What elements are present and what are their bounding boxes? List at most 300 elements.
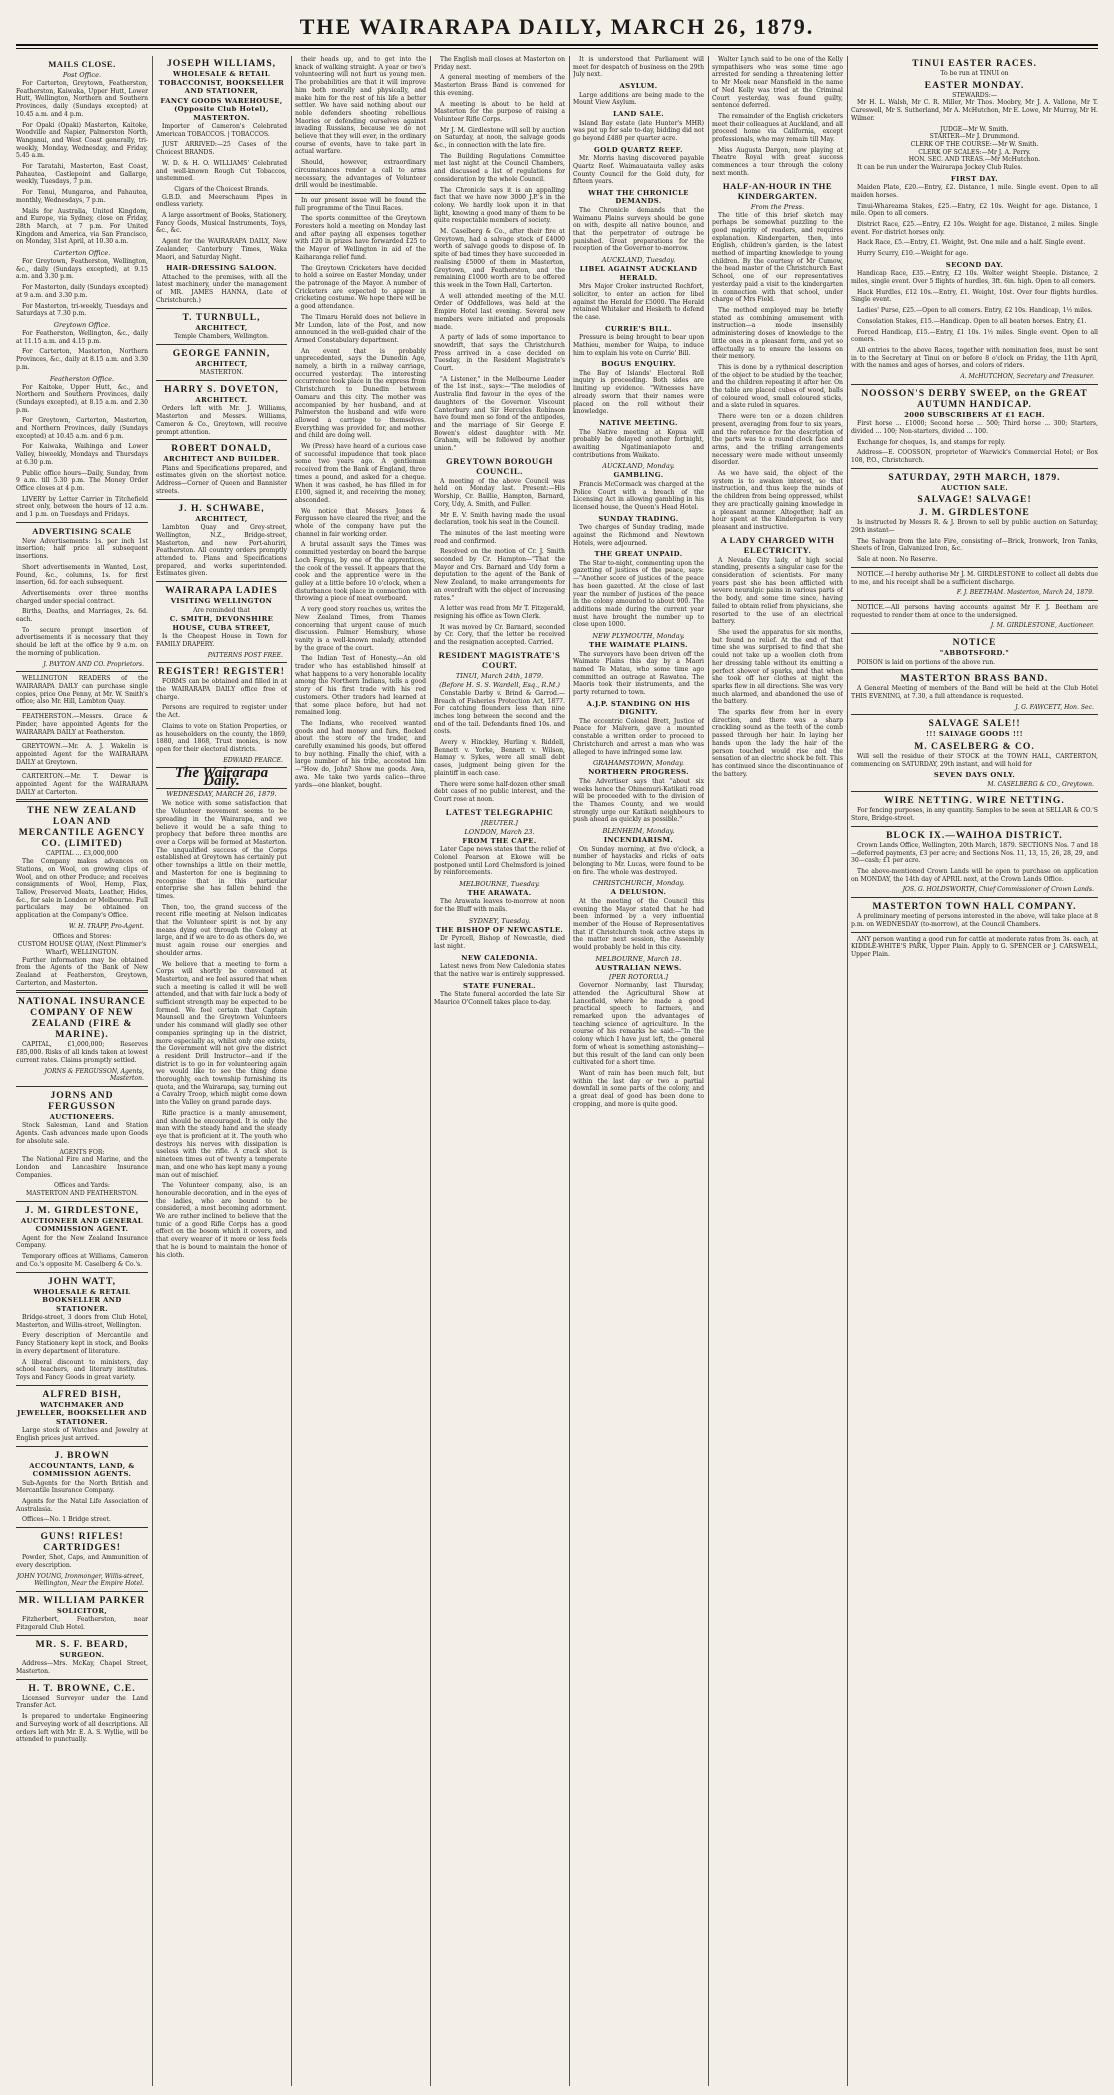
paragraph: M. Caselberg & Co., after their fire at Greytown, had a salvage stock of £4000 worth of salvage goods to dispose of. In spite of bad times they have succeeded in realising £5000 of them in Masterton, Greytown, and Featherston, and the remaining £1000 worth are to be offered this week in the Town Hall, Carterton. xyxy=(434,228,565,289)
centered-line: CLERK OF SCALES:—Mr J. A. Perry. xyxy=(918,148,1031,156)
paragraph: Bridge-street, 3 doors from Club Hotel, Masterton, and Willis-street, Wellington. xyxy=(16,1314,148,1329)
centered-line: AGENTS FOR: xyxy=(59,1148,105,1156)
paragraph: Plans and Specifications prepared, and estimates given on the shortest notice. Address—Corner of Queen and Bannister streets. xyxy=(156,464,287,495)
advert-title: J. M. GIRDLESTONE, xyxy=(24,1204,140,1216)
centered-line: To be run at TINUI on xyxy=(940,70,1009,77)
divider xyxy=(851,468,1098,469)
divider xyxy=(851,567,1098,568)
subheading: [PER ROTORUA.] xyxy=(609,973,668,982)
paragraph: Mr. Morris having discovered payable Quartz Reef. Waimauatauta valley asks County Council for the Gold duty, for fifteen years. xyxy=(573,155,704,186)
advert-title: J. M. GIRDLESTONE xyxy=(919,507,1030,519)
paragraph: Fitzherbert, Featherston, near Fitzgerald Club Hotel. xyxy=(16,1616,148,1632)
column-7 xyxy=(851,56,1098,2086)
caps-line: THE WAIMATE PLAINS. xyxy=(589,641,688,650)
paragraph: The sports committee of the Greytown Foresters hold a meeting on Monday last and after paying all expenses together with £20 in prizes have forwarded £25 to the Mayor of Wellington in aid of the Kaiharanga relief fund. xyxy=(295,215,426,261)
paragraph: Mails for Australia, United Kingdom, and Europe, via Sydney, close on Friday, 28th March, at 7 p.m. For United Kingdom and America, via San Francisco, on Monday, 31st April, at 10.30 a.m. xyxy=(16,207,148,246)
paragraph: Consolation Stakes, £15.—Handicap. Open to all beaten horses. Entry, £1. xyxy=(857,317,1087,325)
advert-title: H. T. BROWNE, C.E. xyxy=(28,1682,136,1694)
paragraph: ANY person wanting a good run for cattle at moderate rates from 3s. each, at KIDDLE-WHITE'S PARK, Upper Plain. Apply to G. SPENCER or J. CARSWELL, Upper Plain. xyxy=(851,935,1098,958)
advert-title: NATIONAL INSURANCE COMPANY OF NEW ZEALAND (FIRE & MARINE). xyxy=(18,996,146,1041)
paragraph: A well attended meeting of the M.U. Order of Oddfellows, was held at the Empire Hotel last evening. Several new members were initiated and proposals made. xyxy=(434,292,565,331)
paragraph: Powder, Shot, Caps, and Ammunition of every description. xyxy=(16,1554,148,1569)
divider xyxy=(851,714,1098,715)
caps-line: BOGUS ENQUIRY. xyxy=(601,360,676,369)
paragraph: A preliminary meeting of persons interested in the above, will take place at 8 p.m. on WEDNESDAY (to-morrow), at the Council Chambers. xyxy=(851,913,1098,928)
advert-title: MASTERTON BRASS BAND. xyxy=(900,673,1049,685)
paragraph: Is the Cheapest House in Town for FAMILY DRAPERY. xyxy=(156,633,287,648)
paragraph: District Race, £25.—Entry, £2 10s. Weight for age. Distance, 2 miles. Single event. For district horses only. xyxy=(851,221,1098,236)
paragraph: Licensed Surveyor under the Land Transfer Act. xyxy=(16,1694,148,1710)
paragraph: The Star to-night, commenting upon the gazetting of justices of the peace, says:—"Another score of justices of the peace has been gazetted. At the close of last year the number of justices of the peace in the colony amounted to about 900. The additions made during the current year must have brought the number up to close upon 1000. xyxy=(573,559,704,629)
paragraph: POISON is laid on portions of the above run. xyxy=(857,658,996,666)
paragraph: A party of lads of some importance to snowdrift, that says the Christchurch Press arrived in a case decided on Tuesday, in the Resident Magistrate's Court. xyxy=(434,334,565,373)
caps-line: C. SMITH, DEVONSHIRE HOUSE, CUBA STREET, xyxy=(169,615,274,632)
paragraph: A General Meeting of members of the Band will be held at the Club Hotel THIS EVENING, at 7.30, a full attendance is requested. xyxy=(851,685,1098,700)
centered-line: Are reminded that xyxy=(193,606,250,614)
paragraph: Latest news from New Caledonia states that the native war is entirely suppressed. xyxy=(434,963,565,978)
column-rule xyxy=(291,56,292,2086)
caps-line: FROM THE CAPE. xyxy=(462,836,537,845)
divider xyxy=(156,662,287,663)
signature: J. PAYTON AND CO. Proprietors. xyxy=(43,660,144,668)
divider xyxy=(851,897,1098,898)
paragraph: FORMS can be obtained and filled in at the WAIRARAPA DAILY office free of charge. xyxy=(156,678,287,701)
advert-title: MASTERTON TOWN HALL COMPANY. xyxy=(872,901,1077,913)
paragraph: JUST ARRIVED:—25 Cases of the Choicest BRANDS. xyxy=(156,141,287,157)
subheading: AUCKLAND, Tuesday. xyxy=(601,256,676,265)
advert-title: GEORGE FANNIN, xyxy=(172,347,271,359)
paragraph: G.B.D. and Meerschaum Pipes in endless variety. xyxy=(156,193,287,209)
paragraph: A large assortment of Books, Stationery, Fancy Goods, Musical Instruments, Toys, &c., &c. xyxy=(156,212,287,235)
paragraph: CARTERTON.—Mr. T. Dewar is appointed Agent for the WAIRARAPA DAILY at Carterton. xyxy=(16,773,148,796)
caps-line: AUCTIONEER AND GENERAL COMMISSION AGENT. xyxy=(21,1216,143,1234)
masthead-rule-thin xyxy=(16,48,1098,49)
paragraph: The Chronicle demands that the Waimanu Plains surveys should be gone on with, despite all native bounce, and that the perpetrator of outrage be punished. Great preparations for the reception of the Governor to-morrow. xyxy=(573,206,704,253)
caps-line: ARCHITECT. xyxy=(195,395,248,404)
paragraph: Hack Hurdles, £12 10s.—Entry, £1. Weight, 10st. Over four flights hurdles. Single event. xyxy=(851,288,1098,304)
signature: EDWARD PEARCE. xyxy=(223,756,283,764)
paragraph: Want of rain has been much felt, but within the last day or two a partial downfall in some parts of the colony, and a great deal of good has been done to cropping, and more is quite good. xyxy=(573,1069,704,1108)
signature: PATTERNS POST FREE. xyxy=(207,651,283,659)
paragraph: their heads up, and to get into the knack of walking straight. A year or two's volunteering will not hurt us young men. The probabilities are that it will improve him both morally and physically, and make him for the rest of his life a better settler. We have said nothing about our noble defenders shooting rebellious Maories or defending ourselves against invading Russians, because we do not believe that they will ever, in the ordinary course of events, have to take part in actual warfare. xyxy=(295,56,426,156)
caps-line: !!! SALVAGE GOODS !!! xyxy=(925,730,1023,739)
advert-title: ROBERT DONALD, xyxy=(171,443,272,455)
advert-title: EASTER MONDAY. xyxy=(924,79,1025,91)
paragraph: Attached to the premises, with all the latest machinery, under the management of MR. JAMES HANNA, (Late of Christchurch.) xyxy=(156,273,287,304)
subheading: Post Office. xyxy=(62,71,102,79)
paragraph: "A Listener," in the Melbourne Leader of the 1st inst., says:—"The melodies of Australia find favour in the eyes of the daughters of the Governor. Viscount Canterbury and Sir Hercules Robinson have found men so fond of the antipodes, and the marriage of Sir George F. Bowen's eldest daughter with Mr. Graham, will be followed by another union." xyxy=(434,375,565,453)
caps-line: CURRIE'S BILL. xyxy=(605,324,672,333)
paragraph: The Native meeting at Kopua will probably be delayed another fortnight, awaiting Ngatimaniapoto and contributions from Waikato. xyxy=(573,428,704,459)
paragraph: Later Cape news states that the relief of Colonel Pearson at Ekowe will be postponed until Lord Chelmsford is joined by reinforcements. xyxy=(434,846,565,877)
paragraph: A letter was read from Mr T. Fitzgerald, resigning his office as Town Clerk. xyxy=(434,605,565,620)
advert-title: WAIRARAPA LADIES xyxy=(165,585,278,597)
signature: J. G. FAWCETT, Hon. Sec. xyxy=(1015,703,1094,711)
paragraph: Will sell the residue of their STOCK at the TOWN HALL, CARTERTON, commencing on SATURDAY, 29th instant, and will hold for xyxy=(851,752,1098,768)
paragraph: The title of this brief sketch may perhaps be somewhat puzzling to the good majority of readers, and requires explanation. Kindergarten, then, into English, children's garden, is the latest method of imparting knowledge to young children. By the courtesy of Mr Cumow, the head master of the Christchurch East School, one of our representatives yesterday paid a visit to the kindergarten in connection with that school, under charge of Mrs Field. xyxy=(712,211,843,304)
paragraph: For Carterton, Greytown, Featherston, Featherston, Kaiwaka, Upper Hutt, Lower Hutt, Wellington, Northern and Southern Provinces, daily (Sundays excepted) at 10.45 a.m. and 4 p.m. xyxy=(16,80,148,118)
paragraph: Sub-Agents for the North British and Mercantile Insurance Company. xyxy=(16,1479,148,1495)
centered-line: JUDGE—Mr W. Smith. xyxy=(940,125,1009,133)
divider xyxy=(16,522,148,523)
paragraph: LIVERY by Letter Carrier in Titchefield street only, between the hours of 12 a.m. and 1 p.m. on Tuesdays and Fridays. xyxy=(16,495,148,519)
paragraph: For Kaitoke, Upper Hutt, &c., and Northern and Southern Provinces, daily (Sundays excepted), at 8.15 a.m. and 2.30 p.m. xyxy=(16,383,148,414)
divider xyxy=(16,1591,148,1592)
paragraph: For fencing purposes, in any quantity. Samples to be seen at SELLAR & CO.'S Store, Bridge-street. xyxy=(851,807,1098,823)
advert-title: SALVAGE! SALVAGE! xyxy=(917,494,1032,506)
paragraph: It can be run under the Wairarapa Jockey Club Rules. xyxy=(857,164,1023,172)
paragraph: The Timaru Herald does not believe in Mr Lundon, late of the Post, and now announced in the well-guided chair of the Armed Constabulary department. xyxy=(295,313,426,344)
paragraph: W. D. & H. O. WILLIAMS' Celebrated and well-known Rough Cut Tobaccos, unstemmed. xyxy=(156,159,287,183)
paragraph: A Nevada City lady, of high social standing, presents a singular case for the consideration of scientists. For many years past she has been afflicted with severe neuralgic pains in various parts of the body, and some time since, having failed to obtain relief from physicians, she resorted to the use of an electrical battery. xyxy=(712,556,843,626)
caps-line: 2000 SUBSCRIBERS AT £1 EACH. xyxy=(904,410,1045,419)
caps-line: SEVEN DAYS ONLY. xyxy=(933,771,1016,780)
advert-title: SALVAGE SALE!! xyxy=(928,718,1021,730)
paragraph: Importer of Cameron's Celebrated American TOBACCOS. | TOBACCOS. xyxy=(156,123,287,138)
signature: JORNS & FERGUSSON, Agents, Masterton. xyxy=(44,1067,144,1083)
column-rule xyxy=(152,56,153,2086)
paragraph: The remainder of the English cricketers meet their colleagues at Auckland, and all proceed home via California, except professionals, who may remain till May. xyxy=(712,112,843,144)
divider xyxy=(851,669,1098,670)
paragraph: Island Bay estate (late Hunter's MHR) was put up for sale to-day, bidding did not go beyond £480 per quarter acre. xyxy=(573,119,704,142)
paragraph: For Greytown, Featherston, Wellington, &c., daily (Sundays excepted), at 9.15 a.m. and 3.30 p.m. xyxy=(16,258,148,281)
advert-title: T. TURNBULL, xyxy=(182,311,261,323)
caps-line: LIBEL AGAINST AUCKLAND HERALD. xyxy=(579,265,698,282)
centered-line: STARTER—Mr J. Drummond. xyxy=(929,133,1020,141)
advert-title: BLOCK IX.—WAIHOA DISTRICT. xyxy=(886,829,1063,841)
signature: JOHN YOUNG, Ironmonger, Willis-street, Wellington, Near the Empire Hotel. xyxy=(16,1572,144,1588)
subheading: CHRISTCHURCH, Monday. xyxy=(592,879,685,888)
divider xyxy=(851,932,1098,933)
paragraph: Exchange for cheques, 1s, and stamps for reply. xyxy=(857,438,1006,446)
divider xyxy=(16,671,148,672)
paragraph: GREYTOWN.—Mr. A. J. Wakelin is appointed Agent for the WAIRARAPA DAILY at Greytown. xyxy=(16,743,148,766)
caps-line: INCENDIARISM. xyxy=(603,836,674,845)
paragraph: Resolved on the motion of Cr. J. Smith seconded by Cr. Hampton—"That the Mayor and Crs. Barnard and Udy form a deputation to the agent of the Bank of New Zealand, to make arrangements for an overdraft with the object of increasing rates." xyxy=(434,548,565,602)
centered-line: Offices and Stores: xyxy=(52,933,112,941)
centered-line: CLERK OF THE COURSE:—Mr W. Smith. xyxy=(910,140,1039,148)
column-2 xyxy=(156,56,287,2086)
advert-title: TINUI EASTER RACES. xyxy=(912,58,1037,69)
column-5 xyxy=(573,56,704,2086)
caps-line: FIRST DAY. xyxy=(950,174,999,183)
subheading: From the Press. xyxy=(750,202,805,211)
paragraph: A very good story reaches us, writes the New Zealand Times, from Thames concerning that urgent cause of much discussion. Palmer Hemsbury, whose vanity is a well-known malady, attended by the grace of the court. xyxy=(295,606,426,652)
caps-line: ACCOUNTANTS, LAND, & COMMISSION AGENTS. xyxy=(29,1461,135,1479)
paragraph: For Tenui, Mungaroa, and Pahautea, monthly, Wednesdays, 7 p.m. xyxy=(16,189,148,204)
paragraph: For Featherston, Wellington, &c., daily at 11.15 a.m. and 4.15 p.m. xyxy=(16,329,148,345)
divider xyxy=(851,826,1098,827)
advert-title: JORNS AND FERGUSSON xyxy=(48,1089,116,1112)
divider xyxy=(16,1272,148,1273)
paragraph: Large stock of Watches and Jewelry at English prices just arrived. xyxy=(16,1427,148,1442)
divider xyxy=(16,769,148,770)
divider xyxy=(851,791,1098,792)
paragraph: Hurry Scurry, £10.—Weight for age. xyxy=(857,250,969,258)
paragraph: The Chronicle says it is an appalling fact that we have now 3000 J.P.'s in the colony. We hardly look upon it in that light, knowing a good many of them to be quite respectable members of society. xyxy=(434,186,565,225)
paragraph: For Taratahi, Masterton, East Coast, Pahautea, Castlepoint and Gallarge, weekly, Tuesdays, 7 p.m. xyxy=(16,163,148,186)
paragraph: For Masterton, daily (Sundays excepted) at 9 a.m. and 3.30 p.m. xyxy=(16,284,148,299)
paragraph: Large additions are being made to the Mount View Asylum. xyxy=(573,91,704,107)
paragraph: Sale at noon. No Reserve. xyxy=(857,556,938,564)
paragraph: The Company makes advances on Stations, on Wool, on growing clips of Wool, and on other Produce; and receives consignments of Wool, Hemp, Flax, Tallow, Preserved Meats, Leather, Hides, &c., for sale in London or Melbourne. Full particulars may be obtained on application at the Company's Office. xyxy=(16,858,148,920)
caps-line: WHOLESALE & RETAIL TOBACCONIST, BOOKSELLER AND STATIONER, xyxy=(158,70,285,95)
centered-line: CUSTOM HOUSE QUAY, (Next Plimmer's Wharf), WELLINGTON. xyxy=(17,941,147,956)
paragraph: For Greytown, Carterton, Masterton, and Northern Provinces, daily (Sundays excepted) at 10.45 a.m. and 6 p.m. xyxy=(16,417,148,440)
caps-line: SUNDAY TRADING. xyxy=(598,514,679,523)
paragraph: The sparks flew from her in every direction, and there was a sharp crackling sound as the teeth of the comb passed through her hair. In laying her hands upon the lady the hair of the person touched would rise and the sensation of an electric shock be felt. This has continued since the discontinuance of the battery. xyxy=(712,709,843,778)
section-heading: GREYTOWN BOROUGH COUNCIL. xyxy=(446,455,553,476)
centered-line: MASTERTON AND FEATHERSTON. xyxy=(26,1190,138,1198)
paragraph: CAPITAL, £1,000,000; Reserves £85,000. Risks of all kinds taken at lowest current rates. Claims promptly settled. xyxy=(16,1041,148,1064)
signature: J. M. GIRDLESTONE, Auctioneer. xyxy=(990,622,1094,630)
advert-title: MR. WILLIAM PARKER xyxy=(18,1594,146,1606)
caps-line: WHOLESALE & RETAIL BOOKSELLER AND STATIONER. xyxy=(33,1287,131,1313)
advert-title: ALFRED BISH, xyxy=(42,1388,122,1400)
paragraph: The Greytown Cricketers have decided to hold a soiree on Easter Monday, under the patronage of the Mayor. A number of Cricketers are expected to appear in cricketing costume. We hope there will be a good attendance. xyxy=(295,264,426,311)
centered-line: Temple Chambers, Wellington. xyxy=(174,333,269,341)
divider xyxy=(156,439,287,440)
signature: F. J. BEETHAM. Masterton, March 24, 1879. xyxy=(956,589,1094,597)
paragraph: The Salvage from the late Fire, consisting of—Brick, Ironwork, Iron Tanks, Sheets of Iron, Galvanized Iron, &c. xyxy=(851,537,1098,553)
paragraph: Is prepared to undertake Engineering and Surveying work of all descriptions. All orders left with Mr. E. A. S. Wyllie, will be attended to punctually. xyxy=(16,1713,148,1744)
paragraph: Advertisements over three months charged under special contract. xyxy=(16,589,148,605)
subheading: GRAHAMSTOWN, Monday. xyxy=(593,759,684,768)
advert-title: JOSEPH WILLIAMS, xyxy=(166,58,277,69)
subheading: BLENHEIM, Monday. xyxy=(602,827,675,836)
paragraph: Dr Pyrcell, Bishop of Newcastle, died last night. xyxy=(434,935,565,951)
centered-line: CAPITAL ... £3,000,000 xyxy=(45,850,119,858)
divider xyxy=(16,709,148,710)
paragraph: Governor Normanby, last Thursday, attended the Agricultural Show at Lancefield, where he made a good practical speech to farmers, and remarked upon the advantages of teaching science of agriculture. In the course of his remarks he said:—"In the colony which I have just left, the general form of wheat is something astonishing—but this result of the land can only been cultivated for a short time. xyxy=(573,982,704,1067)
subheading: Carterton Office. xyxy=(53,249,111,258)
divider xyxy=(851,633,1098,634)
paragraph: A meeting is about to be held at Masterton for the purpose of raising a Volunteer Rifle Corps. xyxy=(434,100,565,123)
paragraph: Offices—No. 1 Bridge street. xyxy=(22,1516,111,1524)
subheading: TINUI, March 24th, 1879. xyxy=(455,671,544,680)
paragraph: On Sunday morning, at five o'clock, a number of haystacks and ricks of oats belonging to Mr. Lucas, were found to be on fire. The whole was destroyed. xyxy=(573,845,704,876)
subheading: SYDNEY, Tuesday. xyxy=(468,916,531,925)
paragraph: The Volunteer company, also, is an honourable decoration, and in the eyes of the ladies, who are bound to be considered, a most becoming adornment. We are rather inclined to believe that the tunic of a good Rifle Corps has a good effect on the bosom which it covers, and that every wearer of it more or less feels that he is bound to maintain the honor of his cloth. xyxy=(156,1182,287,1259)
subheading: AUCKLAND, Monday. xyxy=(602,462,675,471)
paragraph: Forced Handicap, £15.—Entry, £1 10s. 1½ miles. Single event. Open to all comers. xyxy=(851,328,1098,344)
paragraph: Mrs Major Croker instructed Rochfort, solicitor, to enter an action for libel against the Herald for £5000. The Herald retained Whitaker and Hesketh to defend the case. xyxy=(573,283,704,321)
paragraph: Two charges of Sunday trading, made against the Richmond and Newtown Hotels, were adjourned. xyxy=(573,524,704,547)
paragraph: To secure prompt insertion of advertisements it is necessary that they should be left at the office by 9 a.m. on the morning of publication. xyxy=(16,626,148,657)
paragraph: We (Press) have heard of a curious case of successful impudence that took place some two years ago. A gentleman received from the Bank of England, three times a pound, and asked for a cheque. When it was cashed, he has filled in for £100, signed it, and receiving the money, absconded. xyxy=(295,443,426,504)
caps-line: A.J.P. STANDING ON HIS DIGNITY. xyxy=(586,699,691,717)
paragraph: The Advertiser says that "about six weeks hence the Ohinemuri-Katikati road will be proceeded with to the division of the Thames County, and we would strongly urge our Katikati neighbours to push ahead as quickly as possible." xyxy=(573,777,704,824)
paragraph: Should, however, extraordinary circumstances render a call to arms necessary, the advantages of Volunteer drill would be inestimable. xyxy=(295,159,426,190)
advert-title: M. CASELBERG & CO. xyxy=(914,740,1035,752)
paragraph: Lambton Quay and Grey-street, Wellington, N.Z., Bridge-street, Masterton, and new Port-ahuriri, Featherston. All country orders promptly attended to. Plans and Specifications prepared, and works superintended. Estimates given. xyxy=(156,524,287,578)
caps-line: ARCHITECT AND BUILDER. xyxy=(163,455,280,464)
paragraph: Constable Darby v. Brind & Garrod.—Breach of Fisheries Protection Act, 1877. For catching flounders less than nine inches long between the second and the end of the tail. Defendants fined 10s. and costs. xyxy=(434,689,565,736)
paragraph: Agent for the WAIRARAPA DAILY, New Zealander, Canterbury Times, Waka Maori, and Saturday Night. xyxy=(156,238,287,261)
column-3 xyxy=(295,56,426,2086)
caps-line: SOLICITOR, xyxy=(56,1606,108,1615)
paragraph: Stock Salesman, Land and Station Agents. Cash advances made upon Goods for absolute sale. xyxy=(16,1122,148,1145)
paragraph: The Indian Test of Honesty.—An old trader who has established himself at what happens to a very honorable locality among the Northern Indians, tells a good story of his first trade with his red customers. Other traders had learned at that some place before, but had not remained long. xyxy=(295,655,426,717)
caps-line: THE GREAT UNPAID. xyxy=(594,550,683,559)
paragraph: Agent for the New Zealand Insurance Company. xyxy=(16,1234,148,1250)
double-divider xyxy=(16,799,148,802)
paragraph: As we have said, the object of the system is to awaken interest, so that instruction, and thus keep the minds of the children from being oppressed, whilst they are practically gaining knowledge in a pleasant manner. Altogether, half an hour spent at the Kindergarten is very pleasant and instructive. xyxy=(712,470,843,531)
column-rule xyxy=(708,56,709,2086)
caps-line: HAIR-DRESSING SALOON. xyxy=(166,264,277,273)
paragraph: An event that is probably unprecedented, says the Dunedin Age, namely, a birth in a railway carriage, occurred yesterday. The interesting occurrence took place in the express from Christchurch to Dunedin between Oamaru and this city. The mother was accompanied by her husband, and at Palmerston the husband and wife were allowed a carriage to themselves. Everything was provided for, and mother and child are doing well. xyxy=(295,347,426,440)
paragraph: Avery v. Hinckley, Hurling v. Riddell, Bennett v. Yorke, Bennett v. Wilson, Hamay v. Sykes, were all small debt cases, judgment being given for the plaintiff in each case. xyxy=(434,739,565,777)
subheading: NEW PLYMOUTH, Monday. xyxy=(592,632,685,641)
paragraph: Claims to vote on Station Properties, or as householders on the county, the 1869, 1880, and 1868, Trust monies, is now open for their electoral districts. xyxy=(156,722,287,753)
paragraph: Public office hours—Daily, Sunday, from 9 a.m. till 5.30 p.m. The Money Order Office closes at 4 p.m. xyxy=(16,469,148,492)
caps-line: NORTHERN PROGRESS. xyxy=(588,768,689,777)
paragraph: We believe that a meeting to form a Corps will shortly be convened at Masterton, and we feel assured that when such a meeting is called it will be well attended, and that with fair luck a body of sufficient strength may be expected to be formed. We feel certain that Captain Maunsell and the Greytown Volunteers under his command will gladly see other companies springing up in the district, more especially as, whilst only one exists, the Government will not give the district a resident Drill Instructor—and if the district is to go in for volunteering again we would like to see the thing done thoroughly, each township furnishing its quota, and the Wairarapa, say, turning out a Cavalry Troop, which might come down into the Valley on grand parade days. xyxy=(156,960,287,1107)
section-heading: MAILS CLOSE. xyxy=(48,59,116,69)
advert-title: THE NEW ZEALAND LOAN AND MERCANTILE AGENCY CO. (LIMITED) xyxy=(18,805,146,850)
subheading: Greytown Office. xyxy=(53,320,111,329)
paragraph: The Indians, who received wanted goods and had money and furs, flocked about the store of the trader, and carefully examined his goods, but offered to buy nothing. Finally the chief, with a large number of his tribe, accosted him—"How do, John? Show me goods. Awa, awa. Me take two yards calico—three yards—one blanket, bought. xyxy=(295,719,426,789)
paragraph: For Carterton, Masterton, Northern Provinces, &c., daily at 8.15 a.m. and 3.30 p.m. xyxy=(16,348,148,371)
paragraph: WELLINGTON READERS of the WAIRARAPA DAILY can purchase single copies, price One Penny, at Mr. W. Smith's office; also Mr. Hill, Lambton Quay. xyxy=(16,675,148,706)
paragraph: Tinui-Whareama Stakes, £25.—Entry, £2 10s. Weight for age. Distance, 1 mile. Open to all comers. xyxy=(851,202,1098,218)
caps-line: ARCHITECT, xyxy=(195,514,248,523)
subheading: [REUTER.] xyxy=(481,818,518,827)
section-heading: LATEST TELEGRAPHIC xyxy=(445,806,554,817)
paragraph: A brutal assault says the Times was committed yesterday on board the barque Loch Fergus, by one of the apprentices, the cook of the vessel. It appears that the cook and the apprentice were in the galley at a little before 10 o'clock, when a disturbance took place in connection with throwing a piece of meat overboard. xyxy=(295,541,426,603)
paragraph: A general meeting of members of the Masterton Brass Band is convened for this evening. xyxy=(434,74,565,97)
signature: A. McHUTCHON, Secretary and Treasurer. xyxy=(960,373,1094,381)
paragraph: Address—E. COOSSON, proprietor of Warwick's Commercial Hotel; or Box 108, P.O., Christchurch. xyxy=(851,449,1098,465)
centered-line: HON. SEC. AND TREAS.—Mr McHutchon. xyxy=(908,156,1041,164)
caps-line: WHAT THE CHRONICLE DEMANDS. xyxy=(588,188,689,206)
paragraph: Handicap Race, £35.—Entry, £2 10s. Welter weight Steeple. Distance, 2 miles, single event. Over 5 flights of hurdles, 3ft. 6in. high. Open to all comers. xyxy=(851,270,1098,286)
caps-line: NEW CALEDONIA. xyxy=(461,953,538,962)
paragraph: Hack Race, £5.—Entry, £1. Weight, 9st. One mile and a half. Single event. xyxy=(857,239,1086,247)
column-6 xyxy=(712,56,843,2086)
divider xyxy=(16,1385,148,1386)
section-heading: A LADY CHARGED WITH ELECTRICITY. xyxy=(720,534,835,555)
caps-line: AUSTRALIAN NEWS. xyxy=(595,963,682,972)
caps-line: THE BISHOP OF NEWCASTLE. xyxy=(435,925,564,934)
paragraph: For Masterton, tri-weekly, Tuesdays and Saturdays at 7.30 p.m. xyxy=(16,302,148,318)
paragraph: All entries to the above Races, together with nomination fees, must be sent in to the Secretary at Tinui on or before 8 o'clock on Friday, the 11th April, with the names and ages of horses, and colors of riders. xyxy=(851,346,1098,370)
paragraph: A liberal discount to ministers, day school teachers, and literary institutes. Toys and Fancy Goods in great variety. xyxy=(16,1358,148,1381)
divider xyxy=(156,308,287,309)
paragraph: Walter Lynch said to be one of the Kelly sympathisers who was some time ago arrested for sending a threatening letter to Mr Meek near Mansfield in the name of Ned Kelly was tried at the Criminal Court yesterday, was found guilty, sentence deferred. xyxy=(712,56,843,110)
paragraph: She used the apparatus for six months, but found no relief. At the end of that time she was surprised to find that she could not take up a woollen cloth from her dressing table without its emitting a perfect shower of sparks, and that when she took off her clothes at night the sparks flew in all directions. She was very much alarmed, and abandoned the use of the battery. xyxy=(712,629,843,706)
paragraph: Mr J. M. Girdlestone will sell by auction on Saturday, at noon, the salvage goods &c., in connection with the late fire. xyxy=(434,126,565,150)
section-heading: RESIDENT MAGISTRATE'S COURT. xyxy=(438,649,561,670)
caps-line: "ABBOTSFORD." xyxy=(939,649,1010,658)
centered-line: STEWARDS:— xyxy=(952,91,997,99)
paragraph: Crown Lands Office, Wellington, 20th March, 1879. SECTIONS Nos. 7 and 18—deferred payments, £3 per acre; and Sections Nos. 11, 13, 15, 26, 28, 29, and 30—cash; £1 per acre. xyxy=(851,841,1098,865)
column-4 xyxy=(434,56,565,2086)
paragraph: Births, Deaths, and Marriages, 2s. 6d. each. xyxy=(16,608,148,624)
subheading: (Before H. S. S. Wardell, Esq., R.M.) xyxy=(439,680,560,689)
paragraph: There were ten or a dozen children present, averaging from four to six years, and the reference for the description of the parts was to a round clock face and arms, and the trifling arrangements necessary were made without unseemly disorder. xyxy=(712,413,843,467)
caps-line: A DELUSION. xyxy=(610,888,667,897)
dateline: WEDNESDAY, MARCH 26, 1879. xyxy=(166,789,277,798)
caps-line: SECOND DAY. xyxy=(945,260,1004,269)
caps-line: FANCY GOODS WAREHOUSE, (Opposite Club Hotel), MASTERTON. xyxy=(160,96,283,122)
paragraph: NOTICE.—All persons having accounts against Mr F. J. Beetham are requested to render them at once to the undersigned. xyxy=(851,603,1098,619)
caps-line: LAND SALE. xyxy=(612,110,665,119)
divider xyxy=(16,739,148,740)
caps-line: GOLD QUARTZ REEF. xyxy=(594,145,683,154)
paragraph: The above-mentioned Crown Lands will be open to purchase on application on MONDAY, the 14th day of APRIL next, at the Crown Lands Office. xyxy=(851,867,1098,883)
paragraph: NOTICE.—I hereby authorise Mr J. M. GIRDLESTONE to collect all debts due to me, and his receipt shall be a sufficient discharge. xyxy=(851,570,1098,586)
divider xyxy=(16,1201,148,1202)
paragraph: Agents for the Natal Life Association of Australasia. xyxy=(16,1497,148,1513)
paragraph: Address—Mrs. McKay, Chapel Street, Masterton. xyxy=(16,1660,148,1676)
subheading: Featherston Office. xyxy=(49,374,115,383)
section-heading: HALF-AN-HOUR IN THE KINDERGARTEN. xyxy=(722,180,833,201)
masthead-rule xyxy=(16,44,1098,46)
paragraph: In our present issue will be found the full programme of the Tinui Races. xyxy=(295,196,426,212)
paragraph: It is understood that Parliament will meet for despatch of business on the 29th July next. xyxy=(573,56,704,79)
column-rule xyxy=(569,56,570,2086)
signature: W. H. TRAPP, Pro-Agent. xyxy=(68,922,144,930)
paragraph: Francis McCormack was charged at the Police Court with a breach of the Licensing Act in allowing gambling in his licensed house, the Queen's Head Hotel. xyxy=(573,480,704,511)
double-divider xyxy=(16,990,148,993)
masthead: THE WAIRARAPA DAILY, MARCH 26, 1879. xyxy=(299,14,815,39)
advert-title: JOHN WATT, xyxy=(47,1275,117,1287)
paragraph: Pressure is being brought to bear upon Mathieu, member for Waipa, to induce him to explain his vote on Currie' Bill. xyxy=(573,334,704,357)
advert-title: SATURDAY, 29TH MARCH, 1879. xyxy=(888,471,1061,483)
paragraph: The English mail closes at Masterton on Friday next. xyxy=(434,56,565,71)
paragraph: Miss Augusta Dargon, now playing at Theatre Royal with great success commences a tour through the colony next month. xyxy=(712,146,843,177)
advert-title: WIRE NETTING. WIRE NETTING. xyxy=(884,795,1065,807)
paragraph: For Kaiwaka, Waihinga and Lower Valley, biweekly, Mondays and Thursdays at 6.30 p.m. xyxy=(16,443,148,466)
paragraph: The minutes of the last meeting were read and confirmed. xyxy=(434,529,565,545)
paragraph: A meeting of the above Council was held on Monday last. Present:—His Worship, Cr. Baillie, Hampton, Barnard, Cory, Udy, A. Smith, and Fuller. xyxy=(434,477,565,508)
caps-line: ARCHITECT, xyxy=(195,323,248,332)
centered-line: Cigars of the Choicest Brands. xyxy=(174,185,269,193)
paragraph: Rifle practice is a manly amusement, and should be encouraged. It is only the man with the steady hand and the steady eye that is proficient at it. The youth who destroys his nerves with dissipation is useless with the rifle. A crack shot is nineteen times out of twenty a temperate man, and one who has kept many a young man out of mischief. xyxy=(156,1109,287,1179)
paragraph: We notice that Messrs Jones & Fergusson have cleared the river, and the whole of the company have put the channel in fair working order. xyxy=(295,507,426,538)
paragraph: Further information may be obtained from the Agents of the Bank of New Zealand at Featherston, Greytown, Carterton, and Masterton. xyxy=(16,956,148,987)
caps-line: AUCTIONEERS. xyxy=(49,1112,115,1121)
centered-line: Offices and Yards: xyxy=(54,1182,110,1190)
divider xyxy=(156,499,287,500)
signature: M. CASELBERG & CO., Greytown. xyxy=(987,780,1094,788)
paragraph: Temporary offices at Williams, Cameron and Co.'s opposite M. Caselberg & Co.'s. xyxy=(16,1253,148,1268)
caps-line: GAMBLING. xyxy=(613,471,664,480)
divider xyxy=(851,600,1098,601)
paragraph: Maiden Plate, £20.—Entry, £2. Distance, 1 mile. Single event. Open to all maiden horses. xyxy=(851,184,1098,199)
advert-title: GUNS! RIFLES! CARTRIDGES! xyxy=(40,1531,124,1554)
paragraph: There were some half-dozen other small debt cases of no public interest, and the Court rose at noon. xyxy=(434,780,565,803)
paragraph: For Opaki (Opaki) Masterton, Kaitoke, Woodville and Napier, Palmerston North, Wanganui, and West Coast generally, tri-weekly, Monday, Wednesday, and Friday, 5.45 a.m. xyxy=(16,121,148,160)
divider xyxy=(295,193,426,194)
divider xyxy=(16,1446,148,1447)
caps-line: ARCHITECT, xyxy=(195,359,248,368)
paragraph: New Advertisements: 1s. per inch 1st insertion; half price all subsequent insertions. xyxy=(16,537,148,561)
paragraph: It was moved by Cr. Barnard, seconded by Cr. Cory, that the letter be received and the resignation accepted. Carried. xyxy=(434,623,565,647)
caps-line: WATCHMAKER AND JEWELLER, BOOKSELLER AND STATIONER. xyxy=(17,1400,147,1426)
divider xyxy=(16,1086,148,1087)
divider xyxy=(16,1635,148,1636)
advert-title: J. BROWN xyxy=(54,1449,110,1461)
caps-line: NATIVE MEETING. xyxy=(599,419,678,427)
paragraph: At the meeting of the Council this evening the Mayor stated that he had been informed by a very influential member of the House of Representatives that if Christchurch took active steps in the matter next session, the Assembly would probably be held in this city. xyxy=(573,897,704,952)
subheading: MELBOURNE, Tuesday. xyxy=(459,879,540,888)
paragraph: The Building Regulations Committee met last night at the Council Chambers, and discussed a list of regulations for consideration by the whole Council. xyxy=(434,152,565,183)
paragraph: The Bay of Islands' Electoral Roll inquiry is proceeding. Both sides are limiting up evidence. "Witnesses have already sworn that their names were placed on the roll without their knowledge. xyxy=(573,369,704,416)
advert-title: NOOSSON'S DERBY SWEEP, on the GREAT AUTUMN HANDICAP. xyxy=(861,387,1088,410)
paragraph: Short advertisements in Wanted, Lost, Found, &c., columns, 1s. for first insertion, 6d. for each subsequent. xyxy=(16,563,148,587)
